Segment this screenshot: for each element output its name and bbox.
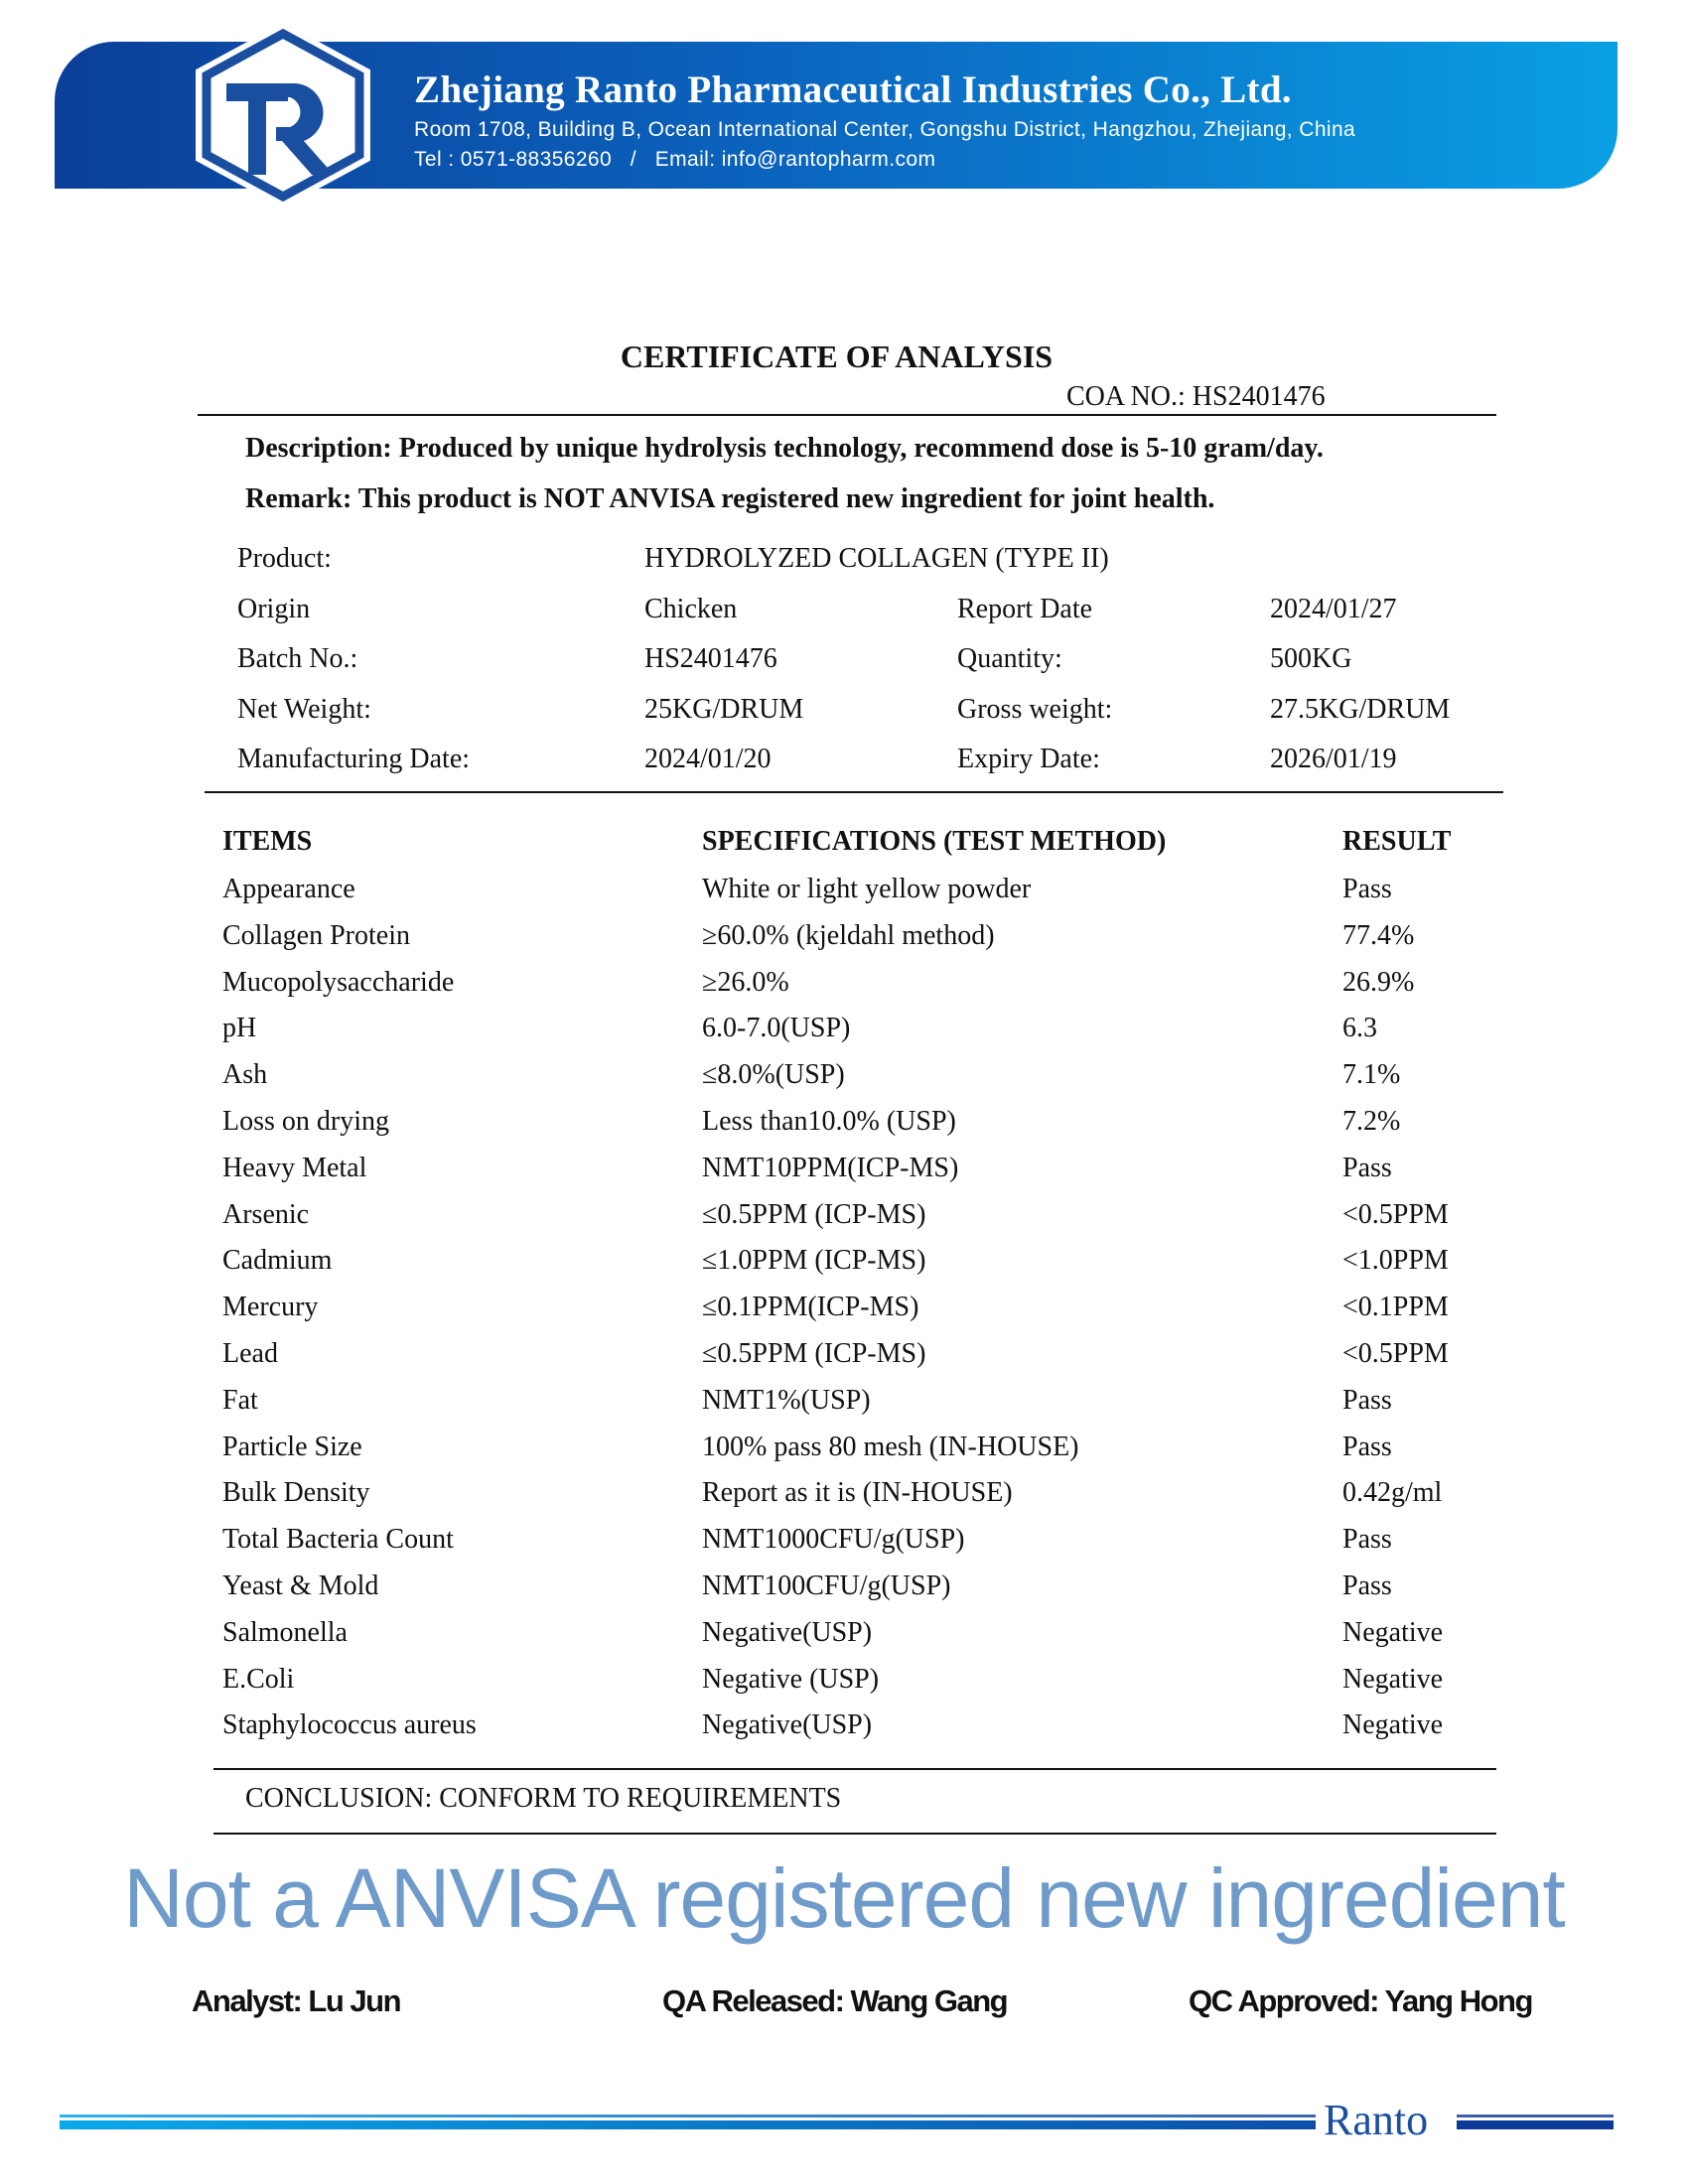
item-result: <0.5PPM	[1342, 1338, 1449, 1369]
info-label2: Quantity:	[957, 643, 1062, 674]
item-result: Pass	[1342, 874, 1392, 904]
info-value: Chicken	[644, 594, 738, 624]
info-value2: 2026/01/19	[1270, 744, 1397, 774]
item-name: Total Bacteria Count	[222, 1524, 454, 1556]
item-specification: Negative(USP)	[702, 1709, 873, 1741]
coa-number: COA NO.: HS2401476	[1066, 381, 1326, 412]
footer-line-thin	[60, 2115, 1316, 2117]
item-result: 26.9%	[1342, 966, 1415, 998]
description: Description: Produced by unique hydrolysis technology, recommend dose is 5-10 gram/day.	[245, 433, 1324, 464]
item-result: Pass	[1342, 1524, 1392, 1556]
company-logo	[189, 22, 377, 208]
item-result: 7.2%	[1342, 1106, 1401, 1137]
info-label2: Expiry Date:	[957, 744, 1100, 774]
divider	[213, 1768, 1496, 1770]
company-contact: Tel : 0571-88356260 / Email: info@rantopharm.com	[414, 148, 936, 171]
info-value2: 27.5KG/DRUM	[1270, 694, 1451, 725]
footer-line-thick-right	[1457, 2120, 1614, 2129]
column-header: ITEMS	[222, 826, 313, 857]
item-specification: ≤0.1PPM(ICP-MS)	[702, 1292, 919, 1323]
divider	[205, 791, 1503, 793]
item-result: Negative	[1342, 1616, 1444, 1648]
item-specification: Negative(USP)	[702, 1616, 873, 1648]
item-specification: ≥60.0% (kjeldahl method)	[702, 919, 995, 951]
item-specification: 6.0-7.0(USP)	[702, 1013, 851, 1044]
item-specification: ≤8.0%(USP)	[702, 1059, 845, 1091]
item-result: Negative	[1342, 1709, 1444, 1741]
info-label: Manufacturing Date:	[237, 744, 471, 774]
item-name: Cadmium	[222, 1245, 333, 1277]
info-label: Net Weight:	[237, 694, 371, 725]
item-result: 6.3	[1342, 1013, 1377, 1044]
item-result: 7.1%	[1342, 1059, 1401, 1091]
info-label: Batch No.:	[237, 643, 358, 674]
item-name: Appearance	[222, 874, 355, 904]
qa-signature: QA Released: Wang Gang	[662, 1983, 1008, 2018]
watermark: Not a ANVISA registered new ingredient	[123, 1851, 1565, 1945]
info-value: HYDROLYZED COLLAGEN (TYPE II)	[644, 543, 1109, 574]
item-result: <1.0PPM	[1342, 1245, 1449, 1277]
item-result: Pass	[1342, 1431, 1392, 1462]
item-specification: 100% pass 80 mesh (IN-HOUSE)	[702, 1431, 1079, 1462]
item-result: 77.4%	[1342, 919, 1415, 951]
item-result: Pass	[1342, 1152, 1392, 1183]
item-name: Loss on drying	[222, 1106, 389, 1137]
divider	[198, 414, 1496, 416]
info-value: HS2401476	[644, 643, 777, 674]
item-name: Mercury	[222, 1292, 319, 1323]
footer-line-thin-right	[1457, 2115, 1614, 2117]
item-specification: ≤0.5PPM (ICP-MS)	[702, 1198, 926, 1230]
item-result: <0.5PPM	[1342, 1198, 1449, 1230]
item-name: Salmonella	[222, 1616, 348, 1648]
remark: Remark: This product is NOT ANVISA registered new ingredient for joint health.	[245, 483, 1215, 514]
item-specification: Negative (USP)	[702, 1663, 880, 1695]
item-name: Bulk Density	[222, 1477, 370, 1509]
item-result: 0.42g/ml	[1342, 1477, 1443, 1509]
info-value: 25KG/DRUM	[644, 694, 804, 725]
item-specification: ≤1.0PPM (ICP-MS)	[702, 1245, 926, 1277]
conclusion: CONCLUSION: CONFORM TO REQUIREMENTS	[245, 1783, 842, 1814]
item-result: Negative	[1342, 1663, 1444, 1695]
item-specification: NMT100CFU/g(USP)	[702, 1570, 951, 1601]
item-specification: NMT10PPM(ICP-MS)	[702, 1152, 959, 1183]
column-header: RESULT	[1342, 826, 1452, 857]
item-specification: Report as it is (IN-HOUSE)	[702, 1477, 1013, 1509]
item-specification: ≥26.0%	[702, 966, 789, 998]
analyst-signature: Analyst: Lu Jun	[192, 1983, 401, 2018]
footer-line-thick	[60, 2120, 1316, 2129]
item-result: Pass	[1342, 1384, 1392, 1416]
info-value2: 500KG	[1270, 643, 1352, 674]
footer-brand: Ranto	[1324, 2096, 1429, 2144]
company-name: Zhejiang Ranto Pharmaceutical Industries Co., Ltd.	[414, 68, 1292, 111]
item-specification: NMT1%(USP)	[702, 1384, 871, 1416]
info-label2: Gross weight:	[957, 694, 1113, 725]
item-name: E.Coli	[222, 1663, 295, 1695]
item-result: <0.1PPM	[1342, 1292, 1449, 1323]
info-value2: 2024/01/27	[1270, 594, 1397, 624]
info-label: Product:	[237, 543, 332, 574]
item-specification: White or light yellow powder	[702, 874, 1032, 904]
info-label2: Report Date	[957, 594, 1093, 624]
info-value: 2024/01/20	[644, 744, 772, 774]
document-title: CERTIFICATE OF ANALYSIS	[620, 339, 1054, 374]
item-name: pH	[222, 1013, 257, 1044]
item-name: Staphylococcus aureus	[222, 1709, 477, 1741]
item-name: Collagen Protein	[222, 919, 410, 951]
item-name: Fat	[222, 1384, 258, 1416]
item-name: Heavy Metal	[222, 1152, 367, 1183]
item-name: Mucopolysaccharide	[222, 966, 455, 998]
item-name: Lead	[222, 1338, 278, 1369]
divider	[213, 1833, 1496, 1835]
item-specification: NMT1000CFU/g(USP)	[702, 1524, 965, 1556]
item-name: Ash	[222, 1059, 268, 1091]
item-name: Yeast & Mold	[222, 1570, 379, 1601]
item-name: Arsenic	[222, 1198, 310, 1230]
column-header: SPECIFICATIONS (TEST METHOD)	[702, 826, 1167, 857]
qc-signature: QC Approved: Yang Hong	[1189, 1983, 1532, 2018]
info-label: Origin	[237, 594, 311, 624]
item-name: Particle Size	[222, 1431, 362, 1462]
item-result: Pass	[1342, 1570, 1392, 1601]
company-address: Room 1708, Building B, Ocean International Center, Gongshu District, Hangzhou, Zhejiang, China	[414, 118, 1356, 141]
item-specification: Less than10.0% (USP)	[702, 1106, 956, 1137]
item-specification: ≤0.5PPM (ICP-MS)	[702, 1338, 926, 1369]
